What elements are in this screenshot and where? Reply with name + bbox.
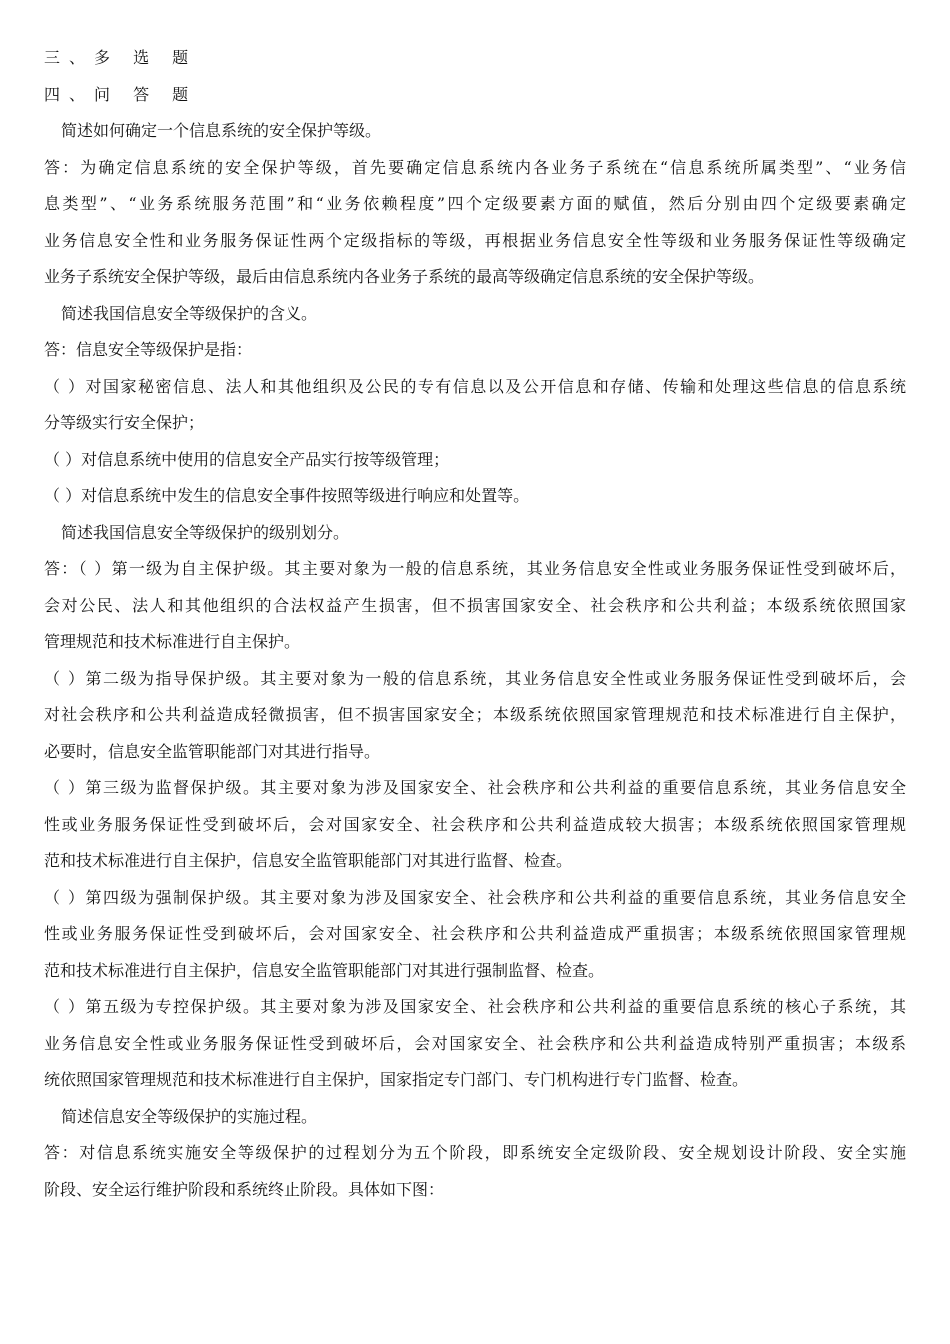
level-5-line: 统依照国家管理规范和技术标准进行自主保护，国家指定专门部门、专门机构进行专门监督、检查。 <box>44 1070 749 1089</box>
answer-2-item-1-line: （ ）对国家秘密信息、法人和其他组织及公民的专有信息以及公开信息和存储、传输和处理这些信息的信息系统 <box>44 376 906 396</box>
answer-2-item-1-line: 分等级实行安全保护； <box>44 413 205 432</box>
answer-4-line: 答：对信息系统实施安全等级保护的过程划分为五个阶段，即系统安全定级阶段、安全规划设计阶段、安全实施 <box>44 1143 906 1162</box>
level-4-line: （ ）第四级为强制保护级。其主要对象为涉及国家安全、社会秩序和公共利益的重要信息系统，其业务信息安全 <box>44 887 906 907</box>
answer-2-lead: 答：信息安全等级保护是指： <box>44 340 253 359</box>
level-1-line: 管理规范和技术标准进行自主保护。 <box>44 632 301 651</box>
answer-1-line: 答：为确定信息系统的安全保护等级，首先要确定信息系统内各业务子系统在“信息系统所属类型”、“业务信 <box>44 157 906 177</box>
answer-2-item-2: （ ）对信息系统中使用的信息安全产品实行按等级管理； <box>44 449 450 469</box>
section-heading-multi-choice: 三、多 选 题 <box>44 48 198 67</box>
question-2: 简述我国信息安全等级保护的含义。 <box>61 303 318 323</box>
level-3-line: 性或业务服务保证性受到破坏后，会对国家安全、社会秩序和公共利益造成较大损害；本级系统依照国家管理规 <box>44 814 906 834</box>
level-4-line: 范和技术标准进行自主保护，信息安全监管职能部门对其进行强制监督、检查。 <box>44 960 605 980</box>
level-3-line: 范和技术标准进行自主保护，信息安全监管职能部门对其进行监督、检查。 <box>44 851 573 870</box>
level-1-line: 答：（ ）第一级为自主保护级。其主要对象为一般的信息系统，其业务信息安全性或业务服务保证性受到破坏后， <box>44 559 906 578</box>
level-2-line: （ ）第二级为指导保护级。其主要对象为一般的信息系统，其业务信息安全性或业务服务保证性受到破坏后，会 <box>44 668 906 688</box>
question-3: 简述我国信息安全等级保护的级别划分。 <box>61 522 350 542</box>
level-1-line: 会对公民、法人和其他组织的合法权益产生损害，但不损害国家安全、社会秩序和公共利益；本级系统依照国家 <box>44 595 906 615</box>
question-4: 简述信息安全等级保护的实施过程。 <box>61 1106 318 1126</box>
level-5-line: （ ）第五级为专控保护级。其主要对象为涉及国家安全、社会秩序和公共利益的重要信息系统的核心子系统，其 <box>44 997 906 1016</box>
question-1: 简述如何确定一个信息系统的安全保护等级。 <box>61 121 382 140</box>
level-4-line: 性或业务服务保证性受到破坏后，会对国家安全、社会秩序和公共利益造成严重损害；本级系统依照国家管理规 <box>44 924 906 943</box>
answer-2-item-3: （ ）对信息系统中发生的信息安全事件按照等级进行响应和处置等。 <box>44 486 530 505</box>
answer-1-line: 业务子系统安全保护等级，最后由信息系统内各业务子系统的最高等级确定信息系统的安全保护等级。 <box>44 267 765 286</box>
level-2-line: 必要时，信息安全监管职能部门对其进行指导。 <box>44 741 381 761</box>
answer-1-line: 息类型”、“业务系统服务范围”和“业务依赖程度”四个定级要素方面的赋值，然后分别由四个定级要素确定 <box>44 194 906 213</box>
level-5-line: 业务信息安全性或业务服务保证性受到破坏后，会对国家安全、社会秩序和公共利益造成特别严重损害；本级系 <box>44 1033 906 1053</box>
answer-4-line: 阶段、安全运行维护阶段和系统终止阶段。具体如下图： <box>44 1179 445 1199</box>
level-2-line: 对社会秩序和公共利益造成轻微损害，但不损害国家安全；本级系统依照国家管理规范和技术标准进行自主保护， <box>44 705 906 724</box>
document-page <box>44 40 906 1208</box>
level-3-line: （ ）第三级为监督保护级。其主要对象为涉及国家安全、社会秩序和公共利益的重要信息系统，其业务信息安全 <box>44 778 906 797</box>
section-heading-qa: 四、问 答 题 <box>44 84 198 104</box>
answer-1-line: 业务信息安全性和业务服务保证性两个定级指标的等级，再根据业务信息安全性等级和业务服务保证性等级确定 <box>44 230 906 250</box>
